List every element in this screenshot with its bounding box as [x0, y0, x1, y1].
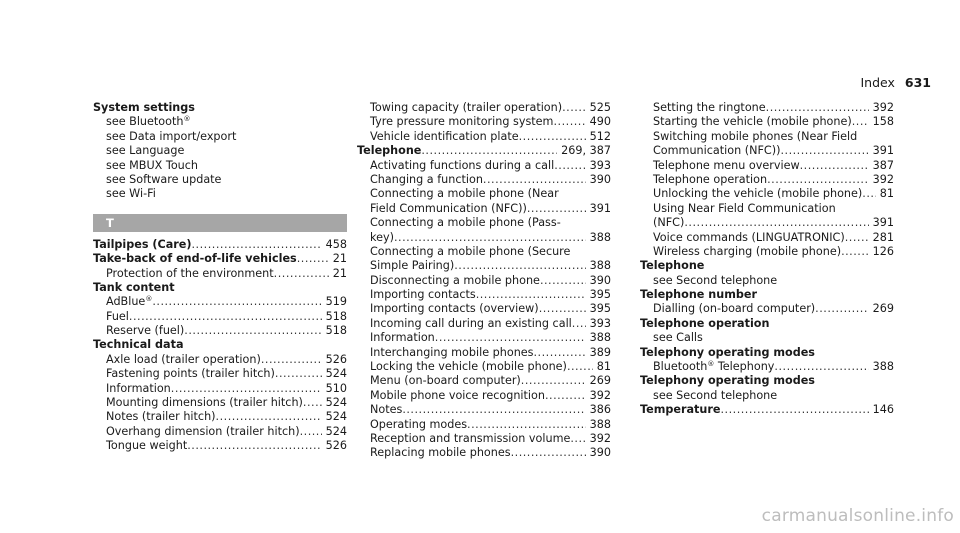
- page-ref: 391: [872, 216, 894, 230]
- index-subentry: [93, 144, 347, 158]
- leader-dots: [684, 216, 868, 230]
- entry-text: Starting the vehicle (mobile phone): [653, 115, 852, 129]
- leader-dots: [511, 446, 586, 460]
- entry-text: Telephone number: [640, 288, 757, 302]
- page-ref: 524: [325, 410, 347, 424]
- index-subentry: [357, 288, 611, 302]
- entry-text: Overhang dimension (trailer hitch): [106, 424, 300, 438]
- page-ref: 387: [872, 158, 894, 172]
- index-subentry: [357, 360, 611, 374]
- entry-text: Wireless charging (mobile phone): [653, 244, 842, 258]
- index-subentry: [640, 331, 894, 345]
- index-subentry: [357, 231, 611, 245]
- leader-dots: [261, 353, 322, 367]
- page-ref: 395: [589, 302, 611, 316]
- index-subentry: [357, 202, 611, 216]
- entry-text: Telephony operating modes: [640, 345, 815, 359]
- index-entry: [93, 238, 347, 252]
- leader-dots: [774, 360, 868, 374]
- leader-dots: [519, 130, 586, 144]
- page-ref: 392: [872, 101, 894, 114]
- leader-dots: [129, 310, 322, 324]
- page-ref: 21: [332, 266, 347, 280]
- entry-text: Mounting dimensions (trailer hitch): [106, 396, 303, 410]
- page-ref: 524: [325, 367, 347, 381]
- index-entry: [640, 346, 894, 360]
- index-entry: [93, 281, 347, 295]
- index-subentry: [93, 159, 347, 173]
- index-subentry: [357, 374, 611, 388]
- index-subentry: [640, 274, 894, 288]
- entry-text: Importing contacts: [370, 288, 476, 302]
- entry-text: Operating modes: [370, 417, 468, 431]
- leader-dots: [171, 382, 322, 396]
- index-subentry: [640, 159, 894, 173]
- page-ref: 391: [589, 201, 611, 215]
- index-subentry: [640, 101, 894, 115]
- index-subentry: [93, 410, 347, 424]
- page-ref: 391: [872, 144, 894, 158]
- entry-text: Field Communication (NFC)): [370, 201, 527, 215]
- leader-dots: [572, 317, 586, 331]
- entry-text: Menu (on-board computer): [370, 374, 521, 388]
- page-ref: 389: [589, 345, 611, 359]
- entry-text: Telephone: [640, 259, 705, 273]
- entry-text: Protection of the environment: [106, 266, 274, 280]
- index-column-3: [640, 101, 894, 418]
- leader-dots: [216, 410, 322, 424]
- page-ref: 393: [589, 158, 611, 172]
- entry-text: AdBlue®: [106, 295, 153, 309]
- page-ref: 458: [325, 237, 347, 251]
- index-entry: [640, 317, 894, 331]
- leader-dots: [766, 101, 869, 115]
- index-subentry: [357, 302, 611, 316]
- index-entry: [640, 403, 894, 417]
- index-subentry: [93, 115, 347, 129]
- entry-text: Replacing mobile phones: [370, 446, 511, 460]
- leader-dots: [845, 231, 869, 245]
- index-subentry: [93, 267, 347, 281]
- entry-text: see Wi-Fi: [106, 187, 156, 201]
- index-subentry: [357, 432, 611, 446]
- entry-text: see Data import/export: [106, 129, 237, 143]
- leader-dots: [152, 295, 321, 309]
- leader-dots: [862, 187, 875, 201]
- registered-mark: ®: [145, 295, 153, 304]
- index-subentry: [357, 159, 611, 173]
- index-subentry: [357, 446, 611, 460]
- page-ref: 126: [872, 244, 894, 258]
- leader-dots: [539, 302, 586, 316]
- page-ref: 524: [325, 424, 347, 438]
- index-subentry: [93, 310, 347, 324]
- index-subentry: [640, 360, 894, 374]
- index-subentry: [357, 418, 611, 432]
- index-subentry: [357, 331, 611, 345]
- entry-text: Locking the vehicle (mobile phone): [370, 360, 567, 374]
- entry-text: see Second telephone: [653, 273, 778, 287]
- page-ref: 388: [872, 360, 894, 374]
- entry-text: Connecting a mobile phone (Near: [370, 187, 559, 201]
- page-ref: 510: [325, 381, 347, 395]
- page-ref: 512: [589, 129, 611, 143]
- entry-text: Disconnecting a mobile phone: [370, 273, 540, 287]
- index-subentry: [357, 403, 611, 417]
- entry-text: Changing a function: [370, 172, 483, 186]
- entry-text: Notes (trailer hitch): [106, 410, 216, 424]
- page-ref: 146: [872, 403, 894, 417]
- page-ref: 390: [589, 446, 611, 460]
- entry-text: Bluetooth® Telephony: [653, 360, 775, 374]
- page-ref: 490: [589, 115, 611, 129]
- entry-text: Telephone operation: [640, 316, 770, 330]
- index-subentry: [93, 324, 347, 338]
- entry-text: (NFC): [653, 216, 685, 230]
- index-subentry: [357, 274, 611, 288]
- index-subentry: [357, 259, 611, 273]
- entry-text: Telephone operation: [653, 172, 768, 186]
- watermark: carmanualsonline.info: [761, 506, 954, 526]
- page-ref: 524: [325, 396, 347, 410]
- index-subentry: [357, 216, 611, 230]
- page-header: [860, 75, 931, 90]
- entry-text: Unlocking the vehicle (mobile phone): [653, 187, 863, 201]
- index-subentry: [93, 187, 347, 201]
- page-ref: 390: [589, 273, 611, 287]
- page-ref: 392: [589, 388, 611, 402]
- index-subentry: [640, 245, 894, 259]
- index-column-1: [93, 101, 347, 454]
- page-ref: 21: [332, 252, 347, 266]
- entry-text: Tailpipes (Care): [93, 237, 192, 251]
- index-subentry: [93, 382, 347, 396]
- leader-dots: [521, 374, 586, 388]
- leader-dots: [454, 259, 585, 273]
- leader-dots: [483, 173, 586, 187]
- index-subentry: [640, 302, 894, 316]
- entry-text: see Second telephone: [653, 388, 778, 402]
- page-ref: 388: [589, 331, 611, 345]
- entry-text: System settings: [93, 101, 195, 114]
- entry-text: Telephone menu overview: [653, 158, 800, 172]
- leader-dots: [562, 101, 586, 115]
- page-ref: 392: [872, 172, 894, 186]
- entry-text: Incoming call during an existing call: [370, 316, 572, 330]
- leader-dots: [467, 418, 586, 432]
- section-letter: T: [93, 214, 347, 232]
- page-ref: 81: [596, 360, 611, 374]
- index-subentry: [357, 346, 611, 360]
- entry-text: key): [370, 230, 394, 244]
- leader-dots: [275, 367, 322, 381]
- entry-text: Connecting a mobile phone (Pass-: [370, 216, 561, 230]
- page-ref: 269: [872, 302, 894, 316]
- page-ref: 395: [589, 288, 611, 302]
- entry-text: Towing capacity (trailer operation): [370, 101, 563, 114]
- leader-dots: [394, 231, 586, 245]
- entry-text: Importing contacts (overview): [370, 302, 539, 316]
- index-entry: [357, 144, 611, 158]
- index-subentry: [93, 173, 347, 187]
- index-subentry: [357, 317, 611, 331]
- entry-text: Communication (NFC)): [653, 144, 781, 158]
- index-subentry: [93, 353, 347, 367]
- leader-dots: [567, 360, 593, 374]
- entry-text: see Software update: [106, 172, 222, 186]
- entry-text: Take-back of end-of-life vehicles: [93, 252, 297, 266]
- entry-text: Fuel: [106, 309, 129, 323]
- page-ref: 518: [325, 324, 347, 338]
- entry-text: Tyre pressure monitoring system: [370, 115, 554, 129]
- leader-dots: [297, 252, 329, 266]
- index-entry: [640, 288, 894, 302]
- leader-dots: [720, 403, 868, 417]
- entry-text: Axle load (trailer operation): [106, 352, 261, 366]
- leader-dots: [476, 288, 586, 302]
- index-entry: [640, 374, 894, 388]
- page-ref: 158: [872, 115, 894, 129]
- index-subentry: [640, 216, 894, 230]
- index-subentry: [640, 173, 894, 187]
- page-ref: 392: [589, 431, 611, 445]
- leader-dots: [852, 115, 869, 129]
- entry-text: Tank content: [93, 280, 175, 294]
- entry-text: Tongue weight: [106, 439, 188, 453]
- index-subentry: [640, 187, 894, 201]
- entry-text: Interchanging mobile phones: [370, 345, 534, 359]
- entry-text: Reserve (fuel): [106, 324, 185, 338]
- leader-dots: [815, 302, 868, 316]
- page-ref: 388: [589, 417, 611, 431]
- index-subentry: [357, 115, 611, 129]
- page-ref: 526: [325, 352, 347, 366]
- leader-dots: [540, 274, 586, 288]
- leader-dots: [534, 346, 586, 360]
- index-entry: [93, 101, 347, 115]
- leader-dots: [545, 389, 586, 403]
- entry-text: Activating functions during a call: [370, 158, 555, 172]
- index-subentry: [357, 130, 611, 144]
- leader-dots: [767, 173, 869, 187]
- index-subentry: [640, 202, 894, 216]
- registered-mark: ®: [707, 360, 715, 369]
- leader-dots: [527, 202, 586, 216]
- leader-dots: [553, 115, 585, 129]
- index-subentry: [93, 130, 347, 144]
- entry-text: Dialling (on-board computer): [653, 302, 816, 316]
- page-ref: 519: [325, 295, 347, 309]
- entry-text: see Bluetooth®: [106, 115, 191, 129]
- entry-text: Telephone: [357, 144, 422, 158]
- index-subentry: [93, 367, 347, 381]
- leader-dots: [421, 144, 557, 158]
- page-ref: 388: [589, 230, 611, 244]
- index-label: Index: [860, 75, 895, 90]
- page-ref: 526: [325, 439, 347, 453]
- page-ref: 269: [589, 374, 611, 388]
- index-subentry: [93, 425, 347, 439]
- entry-text: Switching mobile phones (Near Field: [653, 129, 858, 143]
- entry-text: Mobile phone voice recognition: [370, 388, 545, 402]
- leader-dots: [435, 331, 586, 345]
- page-ref: 81: [879, 187, 894, 201]
- entry-text: Information: [106, 381, 171, 395]
- entry-text: Notes: [370, 403, 403, 417]
- entry-text: Voice commands (LINGUATRONIC): [653, 230, 845, 244]
- leader-dots: [554, 159, 585, 173]
- leader-dots: [841, 245, 869, 259]
- page-ref: 269, 387: [561, 144, 611, 158]
- leader-dots: [192, 238, 322, 252]
- index-entry: [93, 252, 347, 266]
- entry-text: see MBUX Touch: [106, 158, 198, 172]
- index-subentry: [93, 439, 347, 453]
- leader-dots: [303, 396, 322, 410]
- index-subentry: [357, 245, 611, 259]
- index-subentry: [357, 389, 611, 403]
- index-subentry: [357, 187, 611, 201]
- index-subentry: [357, 173, 611, 187]
- registered-mark: ®: [183, 115, 191, 124]
- leader-dots: [570, 432, 585, 446]
- index-subentry: [640, 130, 894, 144]
- leader-dots: [800, 159, 869, 173]
- leader-dots: [300, 425, 322, 439]
- entry-text: Information: [370, 331, 435, 345]
- index-subentry: [93, 396, 347, 410]
- entry-text: Telephony operating modes: [640, 374, 815, 388]
- page-ref: 393: [589, 316, 611, 330]
- leader-dots: [274, 267, 329, 281]
- index-subentry: [357, 101, 611, 115]
- index-subentry: [640, 389, 894, 403]
- index-subentry: [93, 295, 347, 309]
- entry-text: Using Near Field Communication: [653, 201, 836, 215]
- entry-text: Temperature: [640, 403, 721, 417]
- entry-text: Setting the ringtone: [653, 101, 766, 114]
- index-entry: [93, 338, 347, 352]
- page-ref: 281: [872, 230, 894, 244]
- page-ref: 525: [589, 101, 611, 114]
- page-ref: 390: [589, 172, 611, 186]
- entry-text: Reception and transmission volume: [370, 431, 571, 445]
- page-ref: 386: [589, 403, 611, 417]
- page-ref: 518: [325, 309, 347, 323]
- index-subentry: [640, 115, 894, 129]
- entry-text: Technical data: [93, 338, 184, 352]
- entry-text: see Calls: [653, 331, 703, 345]
- entry-text: Vehicle identification plate: [370, 129, 519, 143]
- entry-text: Fastening points (trailer hitch): [106, 367, 275, 381]
- index-entry: [640, 259, 894, 273]
- page-number: 631: [904, 75, 931, 90]
- entry-text: see Language: [106, 144, 185, 158]
- leader-dots: [402, 403, 585, 417]
- index-subentry: [640, 231, 894, 245]
- index-column-2: [357, 101, 611, 461]
- entry-text: Connecting a mobile phone (Secure: [370, 244, 571, 258]
- leader-dots: [187, 439, 321, 453]
- leader-dots: [780, 144, 868, 158]
- page-ref: 388: [589, 259, 611, 273]
- leader-dots: [184, 324, 321, 338]
- index-subentry: [640, 144, 894, 158]
- entry-text: Simple Pairing): [370, 259, 455, 273]
